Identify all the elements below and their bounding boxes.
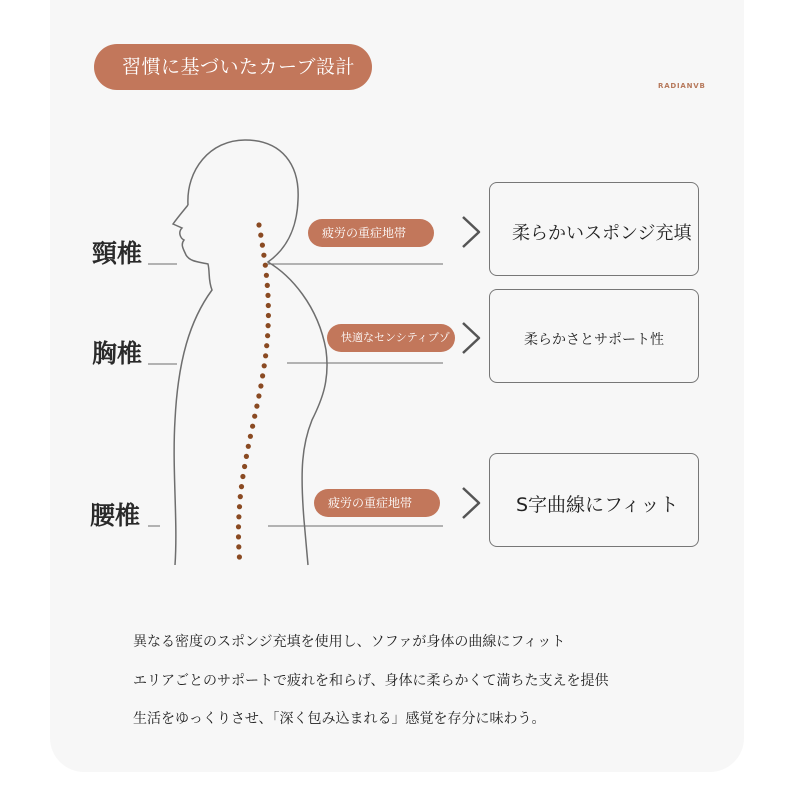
spine-dot bbox=[248, 434, 253, 439]
spine-dot bbox=[244, 454, 249, 459]
spine-dot bbox=[258, 233, 263, 238]
description-line-2: エリアごとのサポートで疲れを和らげ、身体に柔らかくて満ちた支えを提供 bbox=[133, 673, 609, 689]
feature-box-lumbar bbox=[489, 453, 699, 547]
spine-dot bbox=[266, 303, 271, 308]
spine-dot bbox=[263, 263, 268, 268]
chevron-right-icon bbox=[459, 320, 483, 356]
spine-dot bbox=[236, 524, 241, 529]
spine-dot bbox=[254, 404, 259, 409]
spine-dot bbox=[264, 343, 269, 348]
feature-text-lumbar: S字曲線にフィット bbox=[516, 494, 679, 516]
feature-box-cervical bbox=[489, 182, 699, 276]
spine-dot bbox=[266, 313, 271, 318]
chevron-right-icon bbox=[459, 214, 483, 250]
spine-dot bbox=[264, 273, 269, 278]
spine-dot bbox=[261, 253, 266, 258]
spine-dot bbox=[236, 514, 241, 519]
tag-thoracic: 快適なセンシティブゾ bbox=[327, 324, 455, 352]
tag-lumbar: 疲労の重症地帯 bbox=[314, 489, 440, 517]
spine-dot bbox=[258, 383, 263, 388]
spine-dot bbox=[236, 534, 241, 539]
spine-dot bbox=[240, 474, 245, 479]
spine-dot bbox=[238, 494, 243, 499]
spine-dot bbox=[236, 544, 241, 549]
brand-mark: RADIANVB bbox=[658, 82, 706, 90]
face-outline bbox=[173, 205, 212, 565]
spine-dot bbox=[237, 504, 242, 509]
tag-cervical: 疲労の重症地帯 bbox=[308, 219, 434, 247]
spine-dot bbox=[252, 414, 257, 419]
spine-dot bbox=[265, 333, 270, 338]
spine-dot bbox=[256, 393, 261, 398]
chevron-right-icon bbox=[459, 485, 483, 521]
section-title: 習慣に基づいたカーブ設計 bbox=[94, 44, 372, 90]
spine-dot bbox=[265, 283, 270, 288]
spine-dot bbox=[256, 222, 261, 227]
region-label-lumbar: 腰椎 bbox=[90, 501, 141, 530]
feature-text-thoracic: 柔らかさとサポート性 bbox=[524, 332, 664, 348]
feature-text-cervical: 柔らかいスポンジ充填 bbox=[512, 223, 692, 244]
spine-dot bbox=[239, 484, 244, 489]
description-line-3: 生活をゆっくりさせ、「深く包み込まれる」感覚を存分に味わう。 bbox=[133, 711, 546, 727]
spine-dot bbox=[260, 243, 265, 248]
spine-dots bbox=[236, 222, 271, 559]
spine-dot bbox=[263, 353, 268, 358]
region-label-cervical: 頸椎 bbox=[92, 239, 143, 268]
feature-box-thoracic bbox=[489, 289, 699, 383]
region-label-thoracic: 胸椎 bbox=[92, 339, 143, 368]
description-line-1: 異なる密度のスポンジ充填を使用し、ソファが身体の曲線にフィット bbox=[133, 634, 566, 650]
spine-dot bbox=[246, 444, 251, 449]
spine-dot bbox=[250, 424, 255, 429]
spine-dot bbox=[262, 363, 267, 368]
body-outline bbox=[188, 140, 327, 565]
spine-dot bbox=[237, 554, 242, 559]
spine-dot bbox=[266, 323, 271, 328]
spine-dot bbox=[265, 293, 270, 298]
spine-dot bbox=[260, 373, 265, 378]
spine-dot bbox=[242, 464, 247, 469]
